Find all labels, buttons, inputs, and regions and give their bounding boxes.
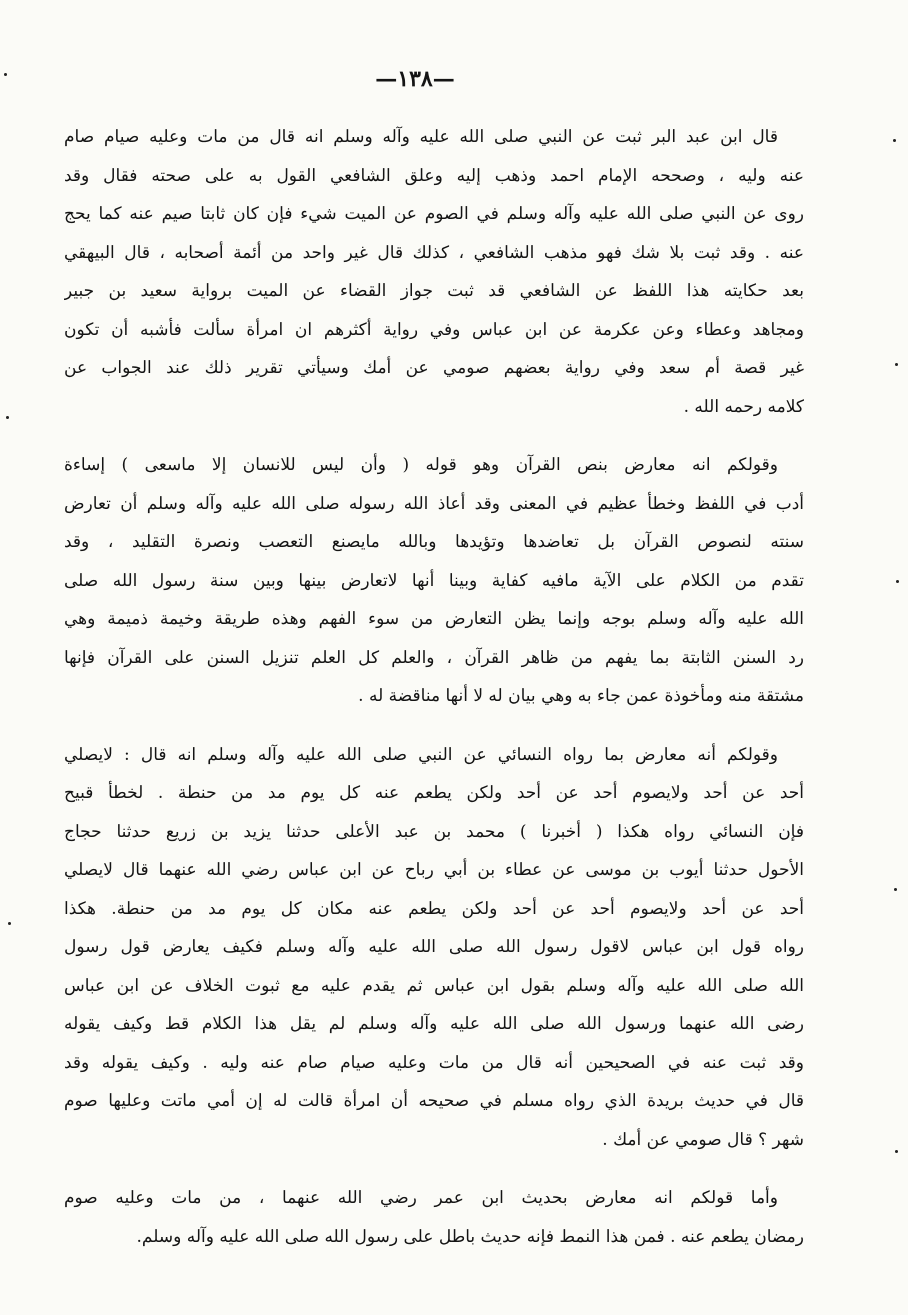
paragraph bbox=[64, 1179, 804, 1256]
page-number: —١٣٨— bbox=[375, 66, 455, 92]
text-line: أحد عن أحد ولايصوم أحد عن أحد ولكن يطعم عنه مكان كل يوم مد من حنطة. هكذا bbox=[64, 898, 804, 919]
text-line: قال في حديث بريدة الذي رواه مسلم في صحيحه أن امرأة قالت له إن أمي ماتت وعليها صوم bbox=[64, 1091, 804, 1111]
text-line: الأحول حدثنا أيوب بن موسى عن عطاء بن أبي رباح عن ابن عباس رضي الله عنهما قال لايصلي bbox=[64, 860, 804, 880]
paragraph bbox=[64, 446, 804, 716]
text-line: رد السنن الثابتة بما يفهم من ظاهر القرآن ، والعلم كل العلم تنزيل السنن على القرآن فإنها bbox=[64, 647, 804, 668]
text-line: شهر ؟ قال صومي عن أمك . bbox=[602, 1129, 804, 1150]
text-line: ومجاهد وعطاء وعن عكرمة عن ابن عباس وفي رواية أكثرهم ان امرأة سألت فأشبه أن تكون bbox=[64, 319, 804, 340]
text-line: وأما قولكم انه معارض بحديث ابن عمر رضي الله عنهما ، من مات وعليه صوم bbox=[64, 1188, 778, 1208]
text-line: وقد ثبت عنه في الصحيحين أنه قال من مات وعليه صيام صام عنه وليه . وكيف يقوله وقد bbox=[64, 1052, 804, 1073]
text-line: تقدم من الكلام على الآية مافيه كفاية وبينا أنها لاتعارض بينها وبين سنة رسول الله صلى bbox=[64, 570, 804, 591]
text-line: سنته لنصوص القرآن بل تعاضدها وتؤيدها وبالله مايصنع التعصب ونصرة التقليد ، وقد bbox=[64, 532, 804, 552]
margin-speck bbox=[4, 73, 7, 76]
text-line: وقولكم أنه معارض بما رواه النسائي عن النبي صلى الله عليه وآله وسلم انه قال : لايصلي bbox=[64, 744, 778, 765]
text-line: الله صلى الله عليه وآله وسلم بقول ابن عباس ثم يقدم عليه مع ثبوت الخلاف عن ابن عباس bbox=[64, 975, 804, 996]
text-line: قال ابن عبد البر ثبت عن النبي صلى الله عليه وآله وسلم انه قال من مات وعليه صيام صام bbox=[64, 127, 778, 147]
text-line: عنه وليه ، وصححه الإمام احمد وذهب إليه وعلق الشافعي القول به على صحته فقال وقد bbox=[64, 165, 804, 186]
paragraph bbox=[64, 118, 804, 426]
text-line: الله عليه وآله وسلم بوجه وإنما يظن التعارض من سوء الفهم وهذه طريقة وخيمة ذميمة وهي bbox=[64, 609, 804, 629]
text-line: كلامه رحمه الله . bbox=[683, 396, 804, 417]
text-line: رضى الله عنهما ورسول الله صلى الله عليه وآله وسلم لم يقل هذا الكلام قط وكيف يقوله bbox=[64, 1014, 804, 1034]
text-line: وقولكم انه معارض بنص القرآن وهو قوله ( وأن ليس للانسان إلا ماسعى ) إساءة bbox=[64, 455, 778, 475]
text-line: أحد عن أحد ولايصوم أحد عن أحد ولكن يطعم عنه كل يوم مد من حنطة . لخطأ قبيح bbox=[64, 783, 804, 803]
margin-speck bbox=[893, 139, 896, 142]
text-line: فإن النسائي رواه هكذا ( أخبرنا ) محمد بن عبد الأعلى حدثنا يزيد بن زريع حدثنا حجاج bbox=[64, 821, 804, 842]
text-line: عنه . وقد ثبت بلا شك فهو مذهب الشافعي ، كذلك قال غير واحد من أئمة أصحابه ، قال البيهقي bbox=[64, 242, 804, 263]
text-line: رواه قول ابن عباس لاقول رسول الله صلى الله عليه وآله وسلم فكيف يعارض قول رسول bbox=[64, 937, 804, 957]
text-line: أدب في اللفظ وخطأ عظيم في المعنى وقد أعاذ الله رسوله صلى الله عليه وآله وسلم أن تعارض bbox=[64, 493, 804, 514]
margin-speck bbox=[8, 922, 11, 925]
margin-speck bbox=[6, 416, 9, 419]
margin-speck bbox=[896, 580, 899, 583]
margin-speck bbox=[895, 1150, 898, 1153]
text-line: رمضان يطعم عنه . فمن هذا النمط فإنه حديث باطل على رسول الله صلى الله عليه وآله وسلم. bbox=[136, 1226, 804, 1247]
body-text bbox=[64, 118, 804, 1276]
text-line: غير قصة أم سعد وفي رواية بعضهم صومي عن أمك وسيأتي تقرير ذلك عند الجواب عن bbox=[64, 358, 804, 378]
paragraph bbox=[64, 736, 804, 1160]
margin-speck bbox=[894, 888, 897, 891]
margin-speck bbox=[895, 363, 898, 366]
text-line: روى عن النبي صلى الله عليه وآله وسلم في الصوم عن الميت شيء فإن كان ثابتا صيم عنه كما يحج bbox=[64, 204, 804, 224]
text-line: مشتقة منه ومأخوذة عمن جاء به وهي بيان له لا أنها مناقضة له . bbox=[358, 686, 804, 706]
text-line: بعد حكايته هذا اللفظ عن الشافعي قد ثبت جواز القضاء عن الميت برواية سعيد بن جبير bbox=[64, 281, 804, 301]
